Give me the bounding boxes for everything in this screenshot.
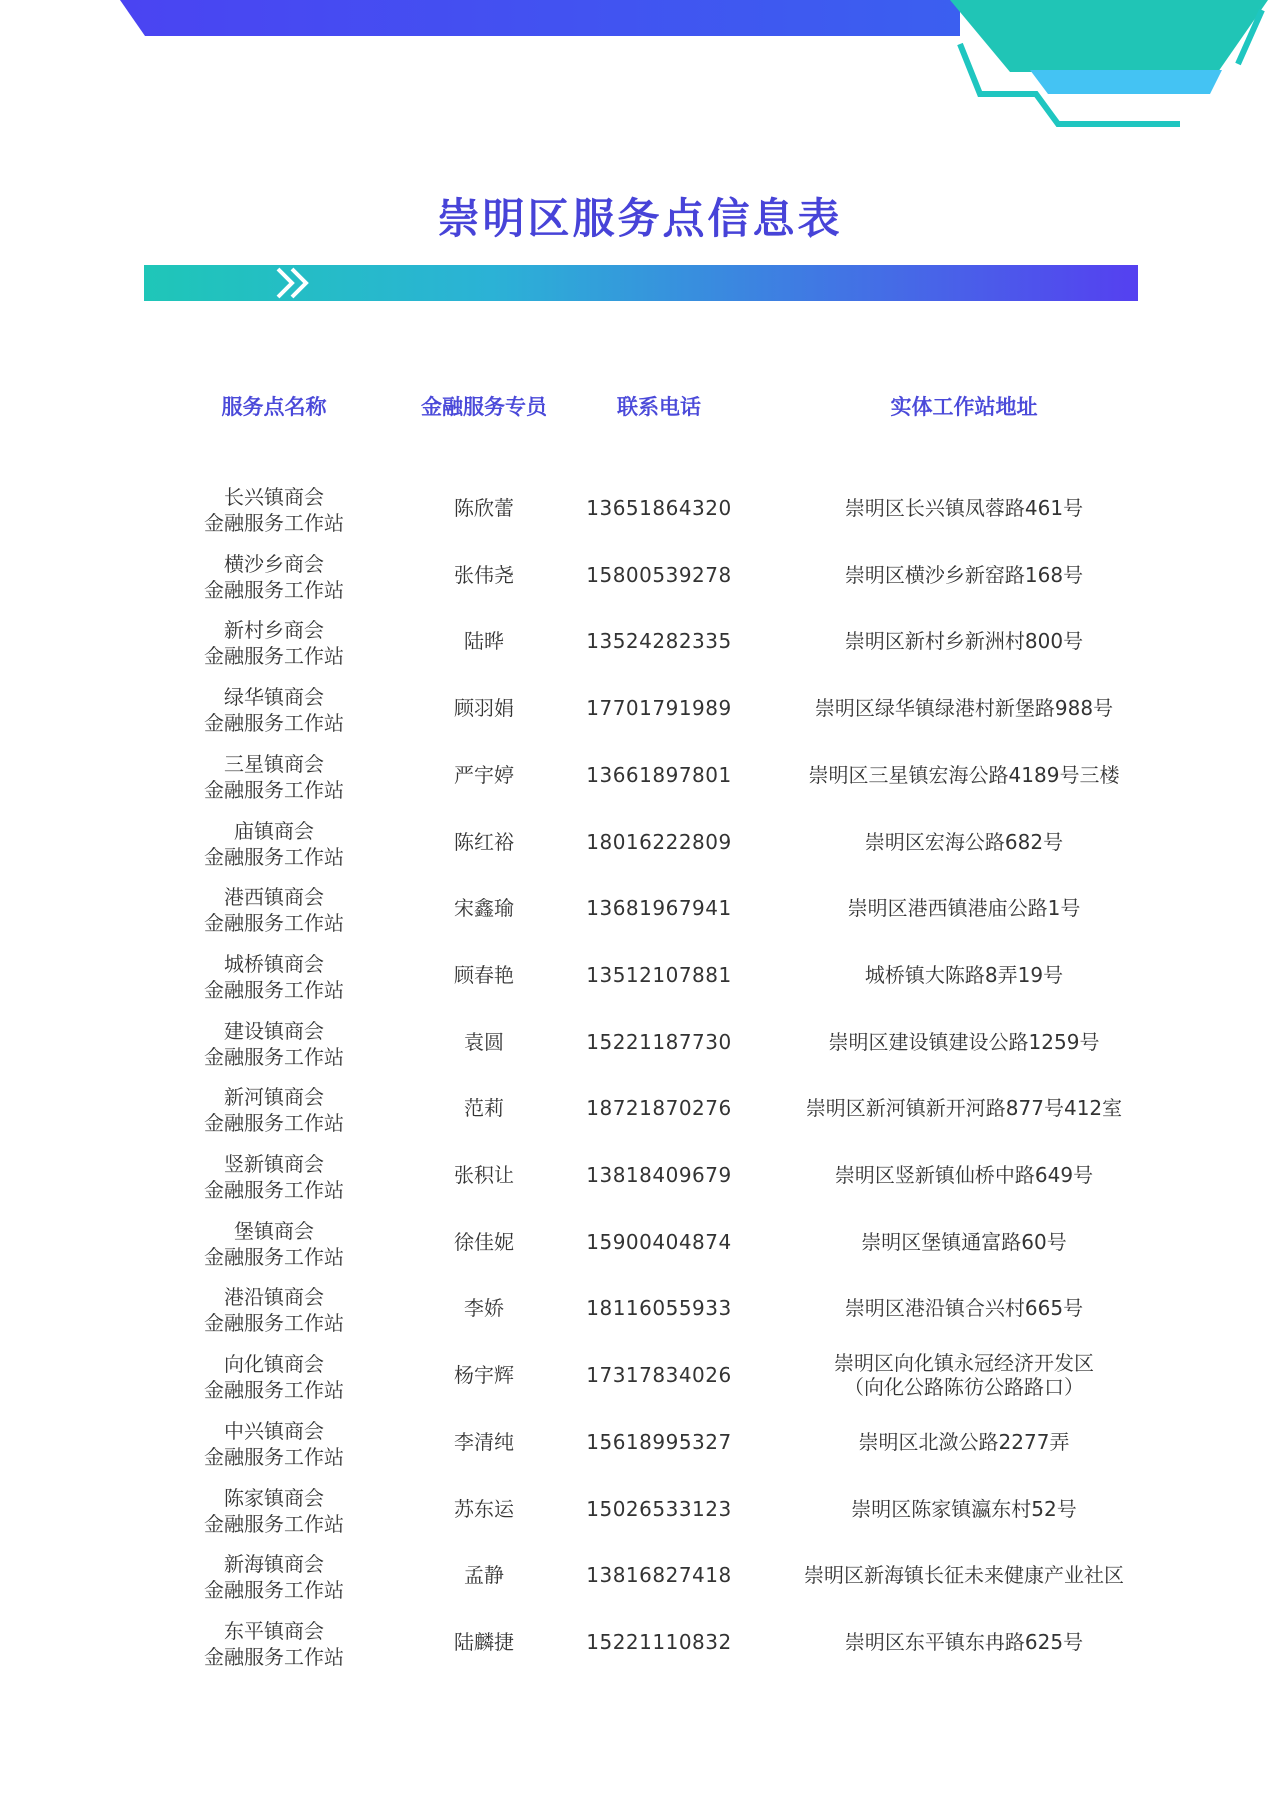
service-point-name-line2: 金融服务工作站 xyxy=(204,1578,344,1603)
service-point-name-line2: 金融服务工作站 xyxy=(204,977,344,1002)
service-point-name-line1: 中兴镇商会 xyxy=(224,1418,324,1443)
service-point-name-line2: 金融服务工作站 xyxy=(204,1511,344,1536)
header-phone: 联系电话 xyxy=(617,395,701,419)
specialist-name: 陈红裕 xyxy=(454,829,514,854)
station-address xyxy=(734,880,1194,936)
service-point-name-line2: 金融服务工作站 xyxy=(204,711,344,736)
service-point-name xyxy=(144,751,404,803)
table-row xyxy=(144,680,1138,747)
service-point-name-line2: 金融服务工作站 xyxy=(204,1178,344,1202)
service-point-name-line1: 庙镇商会 xyxy=(234,818,314,843)
address-line1: 崇明区新河镇新开河路877号412室 xyxy=(805,1096,1123,1121)
table-row xyxy=(144,947,1138,1014)
station-address xyxy=(734,613,1194,669)
station-address xyxy=(734,1347,1194,1403)
table-row xyxy=(144,1280,1138,1347)
address-line1: 崇明区三星镇宏海公路4189号三楼 xyxy=(808,762,1120,787)
service-point-name xyxy=(144,1485,404,1537)
station-address xyxy=(734,1481,1194,1537)
specialist-name: 苏东运 xyxy=(454,1496,514,1521)
service-point-name-line2: 金融服务工作站 xyxy=(204,1644,344,1669)
header-name: 服务点名称 xyxy=(221,395,327,419)
service-point-name xyxy=(144,1551,404,1603)
address-line1: 崇明区新海镇长征未来健康产业社区 xyxy=(804,1563,1124,1588)
service-point-name-line1: 港沿镇商会 xyxy=(224,1285,324,1310)
station-address xyxy=(734,947,1194,1003)
page-title: 崇明区服务点信息表 xyxy=(437,194,843,243)
top-decoration xyxy=(0,0,1280,140)
service-point-name xyxy=(144,1151,404,1203)
station-address xyxy=(734,547,1194,603)
table-row xyxy=(144,1414,1138,1481)
specialist-name: 顾春艳 xyxy=(454,962,514,987)
service-point-name xyxy=(144,1618,404,1670)
station-address xyxy=(734,1214,1194,1270)
service-point-name xyxy=(144,884,404,936)
contact-phone: 13512107881 xyxy=(586,962,732,987)
contact-phone: 15026533123 xyxy=(586,1496,732,1521)
service-point-name-line2: 金融服务工作站 xyxy=(204,844,344,869)
specialist-name: 顾羽娟 xyxy=(454,696,514,721)
specialist-name: 宋鑫瑜 xyxy=(454,896,514,921)
table-row xyxy=(144,1347,1138,1414)
address-line1: 崇明区向化镇永冠经济开发区 xyxy=(834,1351,1094,1376)
service-point-name-line1: 向化镇商会 xyxy=(224,1352,324,1377)
service-point-name-line1: 东平镇商会 xyxy=(224,1618,324,1643)
table-row xyxy=(144,1214,1138,1281)
table-row xyxy=(144,1547,1138,1614)
top-blue-band xyxy=(120,0,960,36)
service-point-name xyxy=(144,684,404,736)
service-point-name-line1: 城桥镇商会 xyxy=(224,951,324,976)
specialist-name: 袁圆 xyxy=(464,1029,504,1054)
service-point-name-line1: 长兴镇商会 xyxy=(224,485,324,509)
top-teal-shape xyxy=(950,0,1268,72)
header-person: 金融服务专员 xyxy=(421,395,547,419)
table-row xyxy=(144,1614,1138,1681)
contact-phone: 13524282335 xyxy=(586,629,732,654)
address-line2: （向化公路陈彷公路路口） xyxy=(844,1375,1084,1400)
contact-phone: 15618995327 xyxy=(586,1429,732,1454)
service-point-name-line2: 金融服务工作站 xyxy=(204,577,344,602)
service-point-name-line1: 三星镇商会 xyxy=(224,751,324,776)
service-point-name-line2: 金融服务工作站 xyxy=(204,1444,344,1469)
header-address: 实体工作站地址 xyxy=(890,395,1038,419)
table-row xyxy=(144,1481,1138,1548)
station-address xyxy=(734,814,1194,870)
service-point-name xyxy=(144,951,404,1003)
address-line1: 崇明区宏海公路682号 xyxy=(864,829,1064,854)
service-point-name-line1: 竖新镇商会 xyxy=(224,1152,324,1176)
specialist-name: 陆麟捷 xyxy=(454,1629,514,1654)
specialist-name: 陈欣蕾 xyxy=(454,496,514,520)
service-point-name xyxy=(144,1084,404,1136)
service-point-name xyxy=(144,1218,404,1270)
specialist-name: 张伟尧 xyxy=(454,562,514,587)
contact-phone: 15221110832 xyxy=(586,1629,732,1654)
service-point-name-line1: 新海镇商会 xyxy=(224,1552,324,1577)
station-address xyxy=(734,1080,1194,1136)
station-address xyxy=(734,1014,1194,1070)
station-address xyxy=(734,680,1194,736)
table-row xyxy=(144,547,1138,614)
service-point-name-line2: 金融服务工作站 xyxy=(204,911,344,936)
specialist-name: 陆晔 xyxy=(464,629,504,654)
specialist-name: 张积让 xyxy=(454,1163,514,1187)
service-point-name-line1: 绿华镇商会 xyxy=(224,685,324,710)
contact-phone: 15221187730 xyxy=(586,1029,732,1054)
table-row xyxy=(144,814,1138,881)
station-address xyxy=(734,747,1194,803)
table-row xyxy=(144,1014,1138,1081)
address-line1: 崇明区长兴镇凤蓉路461号 xyxy=(844,496,1084,520)
address-line1: 崇明区建设镇建设公路1259号 xyxy=(828,1029,1100,1054)
specialist-name: 李清纯 xyxy=(454,1429,514,1454)
specialist-name: 严宇婷 xyxy=(454,762,514,787)
address-line1: 崇明区堡镇通富路60号 xyxy=(861,1229,1067,1254)
service-point-name-line2: 金融服务工作站 xyxy=(204,1044,344,1069)
service-point-name-line2: 金融服务工作站 xyxy=(204,1111,344,1136)
service-point-name-line1: 港西镇商会 xyxy=(224,885,324,910)
service-point-name-line2: 金融服务工作站 xyxy=(204,644,344,669)
table-row xyxy=(144,613,1138,680)
service-point-name-line1: 新村乡商会 xyxy=(224,618,324,643)
address-line1: 崇明区陈家镇瀛东村52号 xyxy=(851,1496,1077,1521)
top-cyan-shape xyxy=(1030,70,1222,94)
service-point-name-line2: 金融服务工作站 xyxy=(204,1311,344,1336)
service-point-name xyxy=(144,1418,404,1470)
specialist-name: 徐佳妮 xyxy=(454,1229,514,1254)
table-row xyxy=(144,1147,1138,1214)
service-point-name-line1: 堡镇商会 xyxy=(234,1218,314,1243)
specialist-name: 李娇 xyxy=(464,1296,504,1321)
service-point-name xyxy=(144,617,404,669)
contact-phone: 18721870276 xyxy=(586,1096,732,1121)
address-line1: 崇明区港西镇港庙公路1号 xyxy=(847,896,1081,921)
station-address xyxy=(734,480,1194,536)
contact-phone: 15800539278 xyxy=(586,562,732,587)
service-point-name-line2: 金融服务工作站 xyxy=(204,511,344,535)
table-row xyxy=(144,880,1138,947)
contact-phone: 15900404874 xyxy=(586,1229,732,1254)
table-row xyxy=(144,1080,1138,1147)
service-point-name-line1: 横沙乡商会 xyxy=(224,551,324,576)
contact-phone: 18016222809 xyxy=(586,829,732,854)
contact-phone: 13818409679 xyxy=(586,1163,732,1187)
service-point-name-line1: 新河镇商会 xyxy=(224,1085,324,1110)
station-address xyxy=(734,1280,1194,1336)
table-header xyxy=(144,392,1138,422)
specialist-name: 范莉 xyxy=(464,1096,504,1121)
service-point-name-line1: 陈家镇商会 xyxy=(224,1485,324,1510)
service-point-name-line2: 金融服务工作站 xyxy=(204,1378,344,1403)
contact-phone: 13816827418 xyxy=(586,1563,732,1588)
service-point-name xyxy=(144,1284,404,1336)
address-line1: 崇明区北潋公路2277弄 xyxy=(858,1429,1070,1454)
service-point-name xyxy=(144,1351,404,1403)
station-address xyxy=(734,1147,1194,1203)
specialist-name: 孟静 xyxy=(464,1563,504,1588)
contact-phone: 13661897801 xyxy=(586,762,732,787)
address-line1: 崇明区港沿镇合兴村665号 xyxy=(844,1296,1084,1321)
contact-phone: 18116055933 xyxy=(586,1296,732,1321)
service-point-name-line1: 建设镇商会 xyxy=(224,1018,324,1043)
title-banner xyxy=(144,265,1138,301)
contact-phone: 17317834026 xyxy=(586,1363,732,1388)
address-line1: 崇明区竖新镇仙桥中路649号 xyxy=(834,1163,1094,1187)
table-row xyxy=(144,747,1138,814)
service-point-name-line2: 金融服务工作站 xyxy=(204,1244,344,1269)
address-line1: 崇明区东平镇东冉路625号 xyxy=(844,1629,1084,1654)
station-address xyxy=(734,1614,1194,1670)
address-line1: 崇明区绿华镇绿港村新堡路988号 xyxy=(814,696,1114,721)
service-point-name xyxy=(144,484,404,536)
address-line1: 崇明区新村乡新洲村800号 xyxy=(844,629,1084,654)
station-address xyxy=(734,1547,1194,1603)
contact-phone: 13651864320 xyxy=(586,496,732,520)
service-point-name xyxy=(144,1018,404,1070)
service-point-name xyxy=(144,551,404,603)
service-point-name-line2: 金融服务工作站 xyxy=(204,777,344,802)
contact-phone: 17701791989 xyxy=(586,696,732,721)
station-address xyxy=(734,1414,1194,1470)
service-point-name xyxy=(144,818,404,870)
contact-phone: 13681967941 xyxy=(586,896,732,921)
address-line1: 崇明区横沙乡新窑路168号 xyxy=(844,562,1084,587)
address-line1: 城桥镇大陈路8弄19号 xyxy=(864,962,1064,987)
table-row xyxy=(144,480,1138,547)
specialist-name: 杨宇辉 xyxy=(454,1363,514,1388)
